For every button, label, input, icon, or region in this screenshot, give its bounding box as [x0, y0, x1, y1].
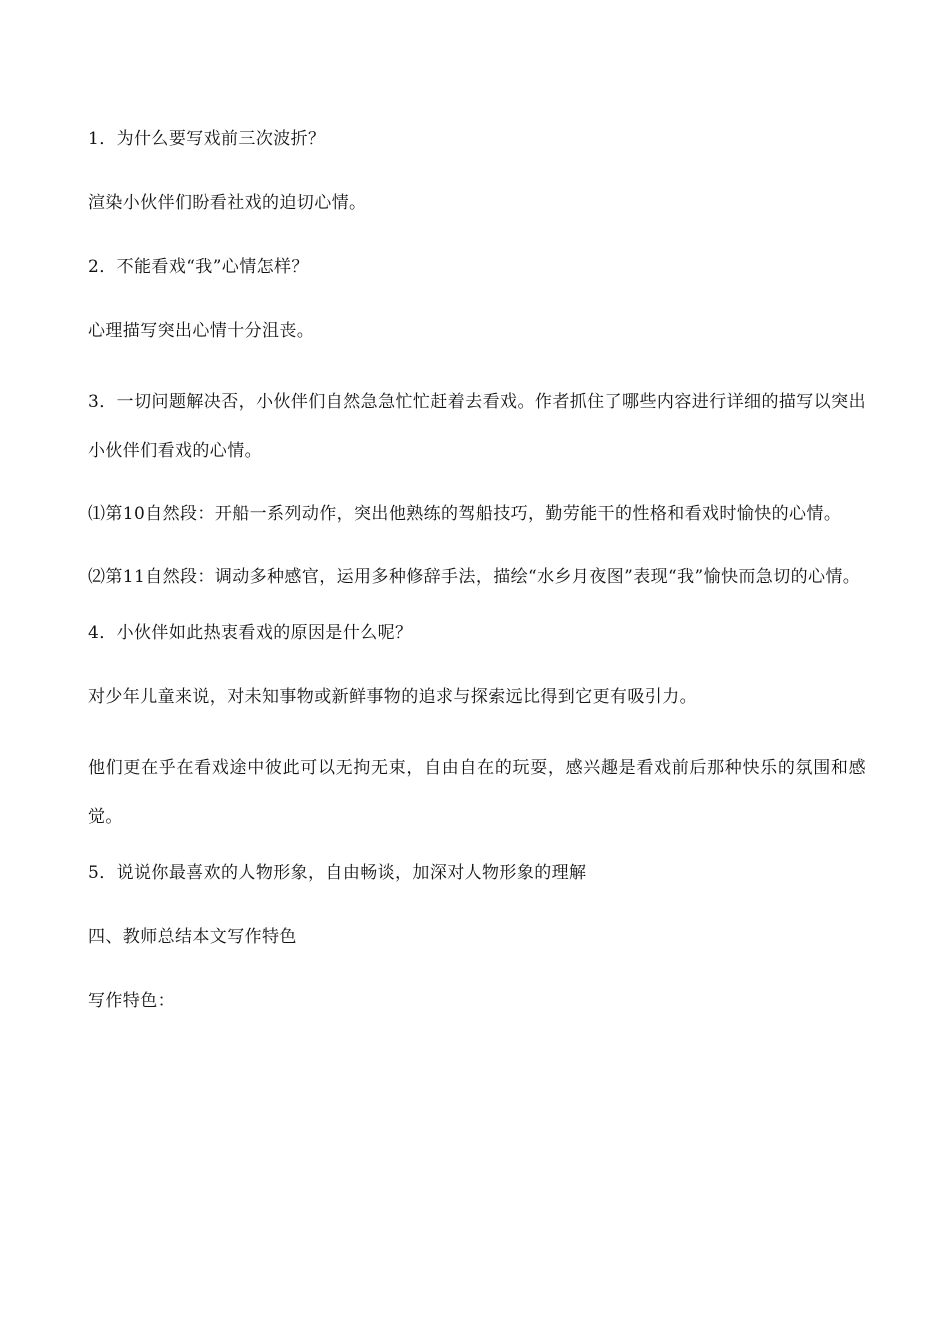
- section-heading-4: 四、教师总结本文写作特色: [88, 927, 297, 947]
- answer-2: 心理描写突出心情十分沮丧。: [88, 321, 315, 341]
- answer-3-point-1: ⑴第10自然段：开船一系列动作，突出他熟练的驾船技巧，勤劳能干的性格和看戏时愉快的心情。: [88, 504, 842, 524]
- writing-features-label: 写作特色：: [88, 991, 175, 1011]
- question-4: 4．小伙伴如此热衷看戏的原因是什么呢？: [88, 623, 413, 643]
- question-2: 2．不能看戏“我”心情怎样？: [88, 257, 309, 277]
- document-body: [88, 122, 866, 1048]
- answer-3-point-2: ⑵第11自然段：调动多种感官，运用多种修辞手法，描绘“水乡月夜图”表现“我”愉快而急切的心情。: [88, 567, 861, 587]
- answer-4-part-1: 对少年儿童来说，对未知事物或新鲜事物的追求与探索远比得到它更有吸引力。: [88, 687, 697, 707]
- answer-4-part-2: 他们更在乎在看戏途中彼此可以无拘无束，自由自在的玩耍，感兴趣是看戏前后那种快乐的氛围和感觉。: [88, 758, 866, 827]
- answer-1: 渲染小伙伴们盼看社戏的迫切心情。: [88, 193, 367, 213]
- question-1: 1．为什么要写戏前三次波折？: [88, 129, 326, 149]
- question-3: 3．一切问题解决否，小伙伴们自然急急忙忙赶着去看戏。作者抓住了哪些内容进行详细的描写以突出小伙伴们看戏的心情。: [88, 392, 866, 461]
- question-5: 5．说说你最喜欢的人物形象，自由畅谈，加深对人物形象的理解: [88, 863, 587, 883]
